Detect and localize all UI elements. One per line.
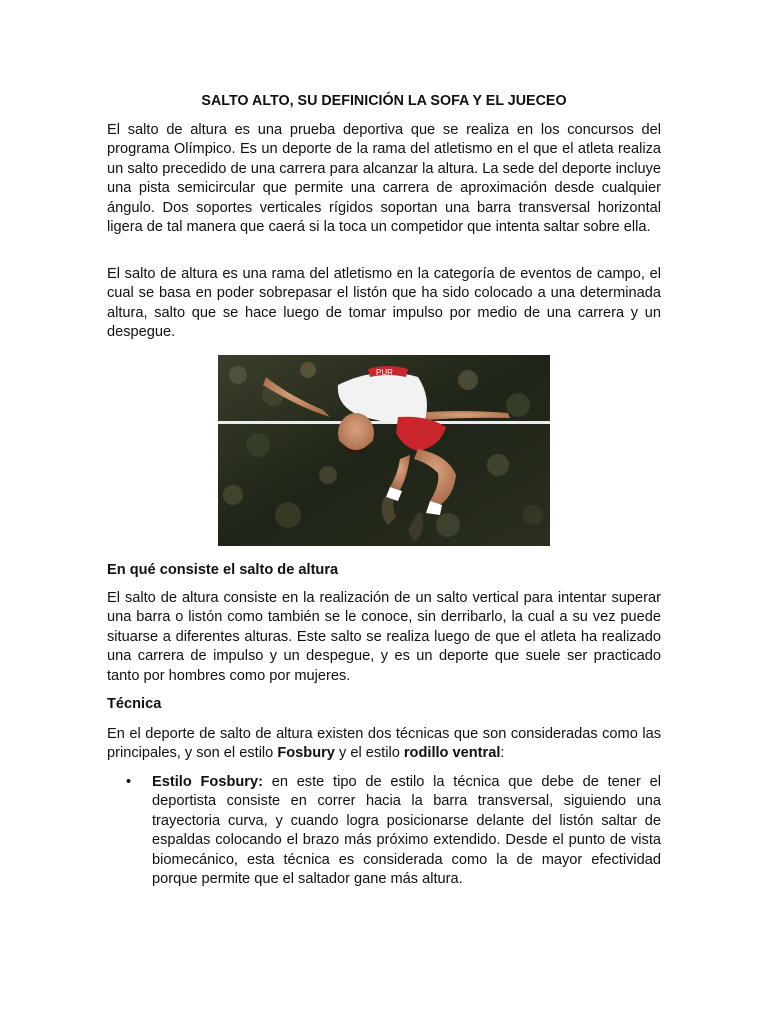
intro-paragraph: El salto de altura es una prueba deportiva que se realiza en los concursos del programa Olímpico. Es un deporte de la rama del atletismo en el que el atleta realiza un salto precedido de una carrera para alcanzar la altura. La sede del deporte incluye una pista semicircular que permite una carrera de aproximación desde cualquier ángulo. Dos soportes verticales rígidos soportan una barra transversal horizontal ligera de tal manera que caerá si la toca un competidor que intenta saltar sobre ella.: [107, 122, 661, 236]
tecnica-text-before: En el deporte de salto de altura existen dos técnicas que son consideradas como las principales, y son el estilo: [107, 726, 661, 762]
high-jump-illustration: [218, 355, 550, 546]
tecnica-paragraph: [107, 725, 661, 764]
document-title: SALTO ALTO, SU DEFINICIÓN LA SOFA Y EL JUECEO: [201, 93, 567, 109]
tecnica-text-after: :: [500, 745, 505, 762]
section-heading-tecnica: Técnica: [107, 696, 162, 712]
fosbury-bold: Fosbury: [277, 745, 335, 762]
bullet-item-fosbury: [107, 773, 661, 889]
rodillo-ventral-bold: rodillo ventral: [403, 745, 501, 762]
jersey-text: PUR: [376, 368, 393, 377]
tecnica-text-middle: y el estilo: [334, 745, 404, 762]
bullet-text: en este tipo de estilo la técnica que debe de tener el deportista consiste en correr hacia la barra transversal, siguiendo una trayectoria curva, y cuando logra posicionarse delante del listón saltar de espaldas colocando el brazo más próximo extendido. Desde el punto de vista biomecánico, esta técnica es considerada como la de mayor efectividad porque permite que el saltador gane más altura.: [152, 774, 662, 888]
high-jump-photo: [218, 355, 550, 546]
definition-paragraph: El salto de altura es una rama del atletismo en la categoría de eventos de campo, el cual se basa en poder sobrepasar el listón que ha sido colocado a una determinada altura, salto que se hace luego de tomar impulso por medio de una carrera y un despegue.: [107, 266, 661, 341]
bullet-term: Estilo Fosbury:: [152, 774, 263, 790]
technique-bullet-list: [107, 773, 661, 889]
section-heading-consiste: En qué consiste el salto de altura: [107, 562, 339, 578]
consiste-paragraph: El salto de altura consiste en la realización de un salto vertical para intentar superar una barra o listón como también se le conoce, sin derribarlo, la cual a su vez puede situarse a diferentes alturas. Este salto se realiza luego de que el atleta ha realizado una carrera de impulso y un despegue, y es un deporte que suele ser practicado tanto por hombres como por mujeres.: [107, 590, 661, 684]
bullet-icon: •: [126, 774, 132, 790]
